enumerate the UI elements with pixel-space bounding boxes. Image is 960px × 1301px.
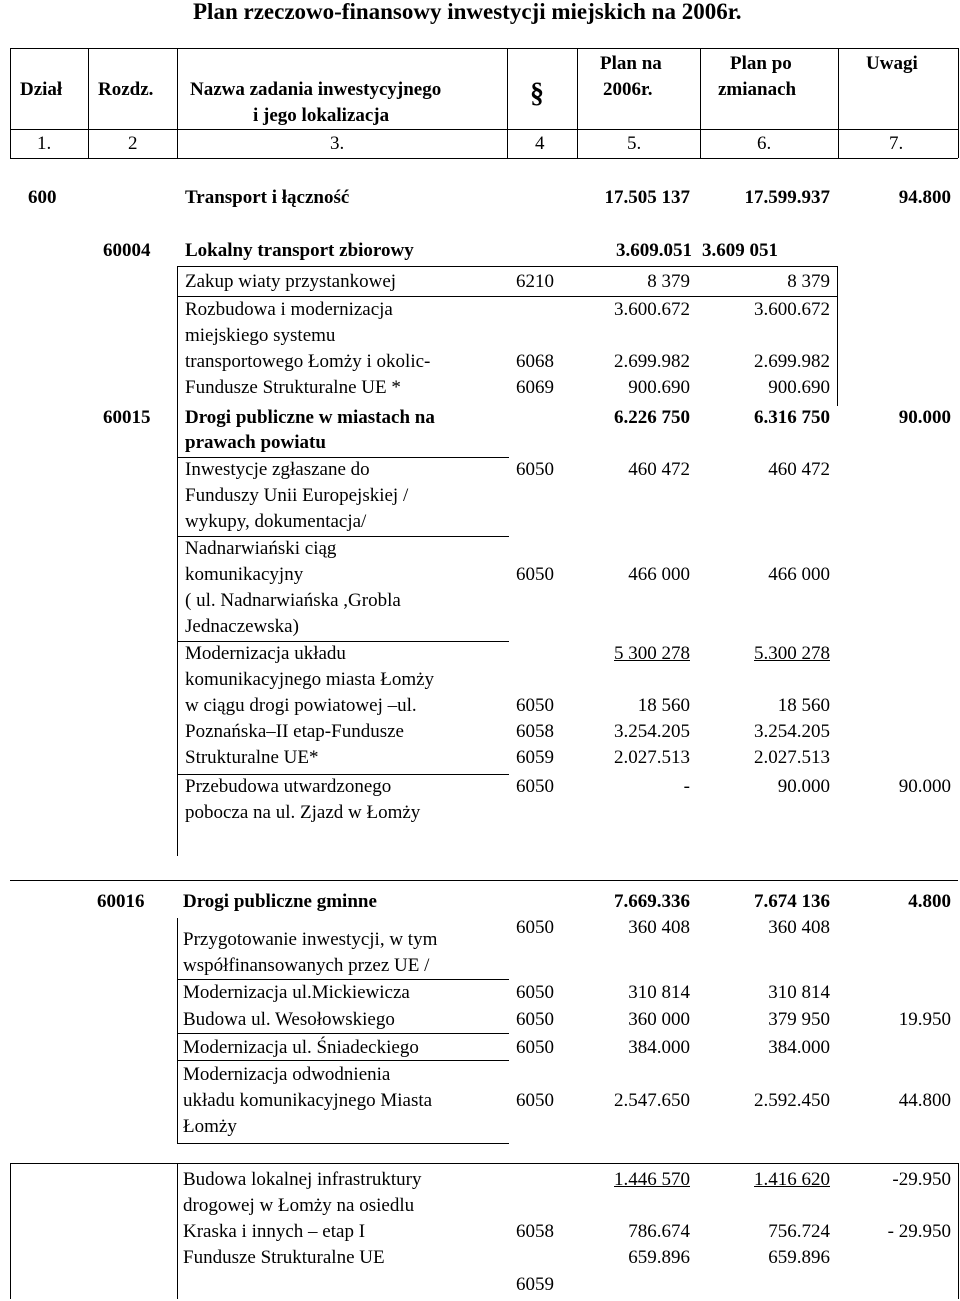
header-plan-year: 2006r. (603, 79, 653, 100)
section-60004-code: 60004 (103, 240, 151, 261)
item-plan-po: 466 000 (768, 564, 830, 585)
item-name-cont: Jednaczewska) (185, 616, 299, 637)
item-plan: 659.896 (628, 1247, 690, 1268)
item-paragraph: 6050 (516, 564, 554, 585)
detail-left-border (177, 266, 178, 856)
table-right-border (958, 1163, 959, 1299)
section-60016-top (10, 880, 958, 881)
col-number: 3. (330, 133, 345, 154)
item-name-cont: komunikacyjnego miasta Łomży (185, 669, 435, 690)
item-name: Rozbudowa i modernizacja (185, 299, 393, 320)
item-plan-po: 2.027.513 (754, 747, 830, 768)
item-name-cont: komunikacyjny (185, 564, 304, 585)
header-nazwa: Nazwa zadania inwestycyjnego (190, 79, 442, 100)
item-plan: 8 379 (647, 271, 690, 292)
item-name-cont: współfinansowanych przez UE / (183, 955, 430, 976)
item-name: Przygotowanie inwestycji, w tym (183, 929, 438, 950)
item-plan: 2.547.650 (614, 1090, 690, 1111)
item-plan-po: 310 814 (768, 982, 830, 1003)
item-name-cont: drogowej w Łomży na osiedlu (183, 1195, 415, 1216)
item-name: Modernizacja ul.Mickiewicza (183, 982, 410, 1003)
item-paragraph: 6059 (516, 1274, 554, 1295)
item-paragraph: 6058 (516, 1221, 554, 1242)
section-60004-plan: 3.609.051 (616, 240, 692, 261)
item-plan-po-total: 1.416 620 (754, 1169, 830, 1190)
section-600-name: Transport i łączność (185, 187, 350, 208)
section-60004-name: Lokalny transport zbiorowy (185, 240, 414, 261)
item-paragraph: 6050 (516, 1090, 554, 1111)
section-60004-plan-po: 3.609 051 (702, 240, 778, 261)
row-divider (177, 1060, 509, 1061)
col-divider (838, 48, 839, 158)
item-plan-po: 379 950 (768, 1009, 830, 1030)
item-name-cont: ( ul. Nadnarwiańska ,Grobla (185, 590, 401, 611)
item-plan-po: 18 560 (777, 695, 830, 716)
col-divider (88, 48, 89, 158)
item-name: Budowa lokalnej infrastruktury (183, 1169, 422, 1190)
item-name-cont: Funduszy Unii Europejskiej / (185, 485, 409, 506)
item-plan: 360 408 (628, 917, 690, 938)
section-60015-name-cont: prawach powiatu (185, 432, 326, 453)
item-plan: 384.000 (628, 1037, 690, 1058)
item-plan-po-total: 3.600.672 (754, 299, 830, 320)
item-plan-po: 90.000 (777, 776, 830, 797)
section-60016-plan: 7.669.336 (614, 891, 690, 912)
item-paragraph: 6050 (516, 695, 554, 716)
item-name: Przebudowa utwardzonego (185, 776, 392, 797)
section-60015-plan-po: 6.316 750 (754, 407, 830, 428)
item-name-cont: transportowego Łomży i okolic- (185, 351, 431, 372)
detail-right-border (837, 266, 838, 406)
item-paragraph: 6050 (516, 917, 554, 938)
col-divider (577, 48, 578, 158)
section-infra-top (10, 1163, 958, 1164)
item-name-cont: Poznańska–II etap-Fundusze (185, 721, 404, 742)
header-zmianach: zmianach (718, 79, 797, 100)
item-name: Nadnarwiański ciąg (185, 538, 337, 559)
item-paragraph: 6050 (516, 776, 554, 797)
item-paragraph: 6210 (516, 271, 554, 292)
col-number: 7. (889, 133, 904, 154)
item-plan: 2.027.513 (614, 747, 690, 768)
col-divider (177, 48, 178, 158)
item-plan: - (683, 776, 690, 797)
section-60016-uwagi: 4.800 (908, 891, 951, 912)
col-number: 1. (37, 133, 52, 154)
item-uwagi-total: -29.950 (892, 1169, 951, 1190)
section-60015-uwagi: 90.000 (898, 407, 951, 428)
item-plan: 310 814 (628, 982, 690, 1003)
numbers-divider (10, 158, 958, 159)
item-name: Modernizacja układu (185, 643, 346, 664)
section-600-code: 600 (28, 187, 57, 208)
item-uwagi: 19.950 (898, 1009, 951, 1030)
item-plan-po: 3.254.205 (754, 721, 830, 742)
item-paragraph: 6058 (516, 721, 554, 742)
item-paragraph: 6050 (516, 1009, 554, 1030)
item-name-cont: Łomży (183, 1116, 237, 1137)
item-uwagi: 44.800 (898, 1090, 951, 1111)
header-paragraph: § (530, 78, 544, 109)
item-uwagi: 90.000 (898, 776, 951, 797)
item-plan-po: 460 472 (768, 459, 830, 480)
table-left-border (10, 1163, 11, 1299)
item-plan: 18 560 (637, 695, 690, 716)
item-plan: 2.699.982 (614, 351, 690, 372)
item-plan-po: 756.724 (768, 1221, 830, 1242)
item-paragraph: 6068 (516, 351, 554, 372)
item-plan: 3.254.205 (614, 721, 690, 742)
col-divider (700, 48, 701, 158)
item-plan: 466 000 (628, 564, 690, 585)
table-top-border (10, 48, 958, 49)
item-plan-po: 2.592.450 (754, 1090, 830, 1111)
item-paragraph: 6059 (516, 747, 554, 768)
row-divider (177, 1143, 509, 1144)
section-60016-plan-po: 7.674 136 (754, 891, 830, 912)
page-title: Plan rzeczowo-finansowy inwestycji miejskich na 2006r. (193, 0, 742, 24)
item-name-cont: układu komunikacyjnego Miasta (183, 1090, 433, 1111)
section-600-uwagi: 94.800 (898, 187, 951, 208)
item-paragraph: 6069 (516, 377, 554, 398)
header-rozdz: Rozdz. (98, 79, 154, 100)
section-60015-name: Drogi publiczne w miastach na (185, 407, 435, 428)
row-divider (177, 979, 509, 980)
item-plan-po: 384.000 (768, 1037, 830, 1058)
item-plan: 360 000 (628, 1009, 690, 1030)
item-plan-po: 360 408 (768, 917, 830, 938)
item-paragraph: 6050 (516, 982, 554, 1003)
item-name-cont: w ciągu drogi powiatowej –ul. (185, 695, 417, 716)
item-name-cont: Strukturalne UE* (185, 747, 319, 768)
section-60016-code: 60016 (97, 891, 145, 912)
col-number: 2 (128, 133, 138, 154)
item-uwagi: - 29.950 (887, 1221, 951, 1242)
item-plan-total: 5 300 278 (614, 643, 690, 664)
col-divider (507, 48, 508, 158)
item-plan: 900.690 (628, 377, 690, 398)
section-600-plan-po: 17.599.937 (744, 187, 830, 208)
item-paragraph: 6050 (516, 459, 554, 480)
item-name-cont: Fundusze Strukturalne UE (183, 1247, 385, 1268)
row-divider (177, 296, 837, 297)
item-name-cont: Fundusze Strukturalne UE * (185, 377, 401, 398)
item-name: Inwestycje zgłaszane do (185, 459, 370, 480)
item-plan-po-total: 5.300 278 (754, 643, 830, 664)
item-name: Modernizacja odwodnienia (183, 1064, 391, 1085)
header-uwagi: Uwagi (866, 53, 918, 74)
item-paragraph: 6050 (516, 1037, 554, 1058)
item-plan-po: 659.896 (768, 1247, 830, 1268)
item-name-cont: wykupy, dokumentacja/ (185, 511, 367, 532)
item-name: Modernizacja ul. Śniadeckiego (183, 1037, 419, 1058)
item-plan-po: 900.690 (768, 377, 830, 398)
section-60004-top (177, 266, 837, 267)
item-plan: 460 472 (628, 459, 690, 480)
item-plan: 786.674 (628, 1221, 690, 1242)
col-number: 6. (757, 133, 772, 154)
item-plan-po: 8 379 (787, 271, 830, 292)
item-plan-total: 1.446 570 (614, 1169, 690, 1190)
header-dzial: Dział (20, 79, 63, 100)
header-nazwa-cont: i jego lokalizacja (253, 105, 390, 126)
section-60015-plan: 6.226 750 (614, 407, 690, 428)
detail-left-border (177, 918, 178, 1144)
header-plan: Plan na (600, 53, 662, 74)
col-number: 4 (535, 133, 545, 154)
item-name: Budowa ul. Wesołowskiego (183, 1009, 395, 1030)
item-name-cont: miejskiego systemu (185, 325, 336, 346)
header-divider (10, 129, 958, 130)
item-name: Zakup wiaty przystankowej (185, 271, 397, 292)
row-divider (177, 1033, 509, 1034)
table-right-border (958, 48, 959, 158)
item-plan-po: 2.699.982 (754, 351, 830, 372)
item-name-cont: Kraska i innych – etap I (183, 1221, 366, 1242)
col-number: 5. (627, 133, 642, 154)
table-left-border (10, 48, 11, 158)
item-name-cont: pobocza na ul. Zjazd w Łomży (185, 802, 421, 823)
section-60015-code: 60015 (103, 407, 151, 428)
item-plan-total: 3.600.672 (614, 299, 690, 320)
section-60016-name: Drogi publiczne gminne (183, 891, 377, 912)
section-600-plan: 17.505 137 (604, 187, 690, 208)
detail-left-border (177, 1163, 178, 1299)
header-plan-po: Plan po (730, 53, 792, 74)
